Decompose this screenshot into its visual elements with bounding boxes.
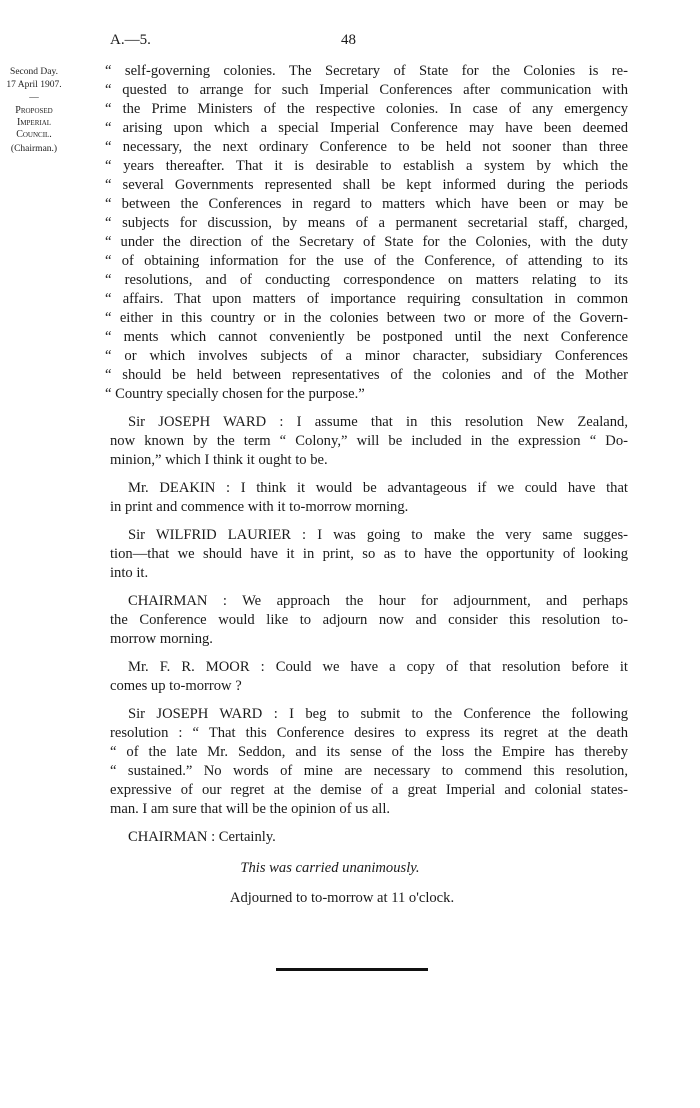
paragraph-line: into it. — [110, 565, 149, 581]
resolution-line: “ either in this country or in the colonies between two or more of the Govern- — [105, 310, 628, 326]
resolution-line: “ Country specially chosen for the purpose.” — [105, 386, 365, 402]
paragraph-ward-1 — [110, 413, 628, 470]
paragraph-line: minion,” which I think it ought to be. — [110, 452, 328, 468]
paragraph-line: morrow morning. — [110, 631, 213, 647]
quoted-resolution — [105, 62, 628, 404]
resolution-line: “ arising upon which a special Imperial Conference may have been deemed — [105, 120, 628, 136]
paragraph-moor — [110, 658, 628, 696]
margin-day: Second Day. — [10, 67, 58, 77]
paragraph-ward-2 — [110, 705, 628, 819]
paragraph-laurier — [110, 526, 628, 583]
margin-speaker: (Chairman.) — [10, 144, 58, 154]
resolution-line: “ under the direction of the Secretary of State for the Colonies, with the duty — [105, 234, 628, 250]
paragraph-deakin — [110, 479, 628, 517]
paragraph-line: resolution : “ That this Conference desires to express its regret at the death — [110, 725, 628, 741]
document-reference: A.—5. — [110, 32, 151, 48]
resolution-line: “ several Governments represented shall be kept informed during the periods — [105, 177, 628, 193]
paragraph-line: Mr. DEAKIN : I think it would be advantageous if we could have that — [128, 480, 628, 496]
resolution-line: “ years thereafter. That it is desirable to establish a system by which the — [105, 158, 628, 174]
resolution-line: “ resolutions, and of conducting correspondence on matters relating to its — [105, 272, 628, 288]
paragraph-line: Sir WILFRID LAURIER : I was going to make the very same sugges- — [128, 527, 628, 543]
paragraph-chairman-2 — [110, 828, 628, 847]
resolution-line: “ subjects for discussion, by means of a permanent secretarial staff, charged, — [105, 215, 628, 231]
margin-date: 17 April 1907. — [6, 80, 62, 90]
paragraph-line: comes up to-morrow ? — [110, 678, 242, 694]
carried-note: This was carried unanimously. — [240, 860, 420, 876]
resolution-line: “ self-governing colonies. The Secretary of State for the Colonies is re- — [105, 63, 628, 79]
paragraph-chairman-1 — [110, 592, 628, 649]
paragraph-line: Sir JOSEPH WARD : I assume that in this resolution New Zealand, — [128, 414, 628, 430]
page-number: 48 — [341, 32, 356, 48]
resolution-line: “ necessary, the next ordinary Conference to be held not sooner than three — [105, 139, 628, 155]
paragraph-line: Sir JOSEPH WARD : I beg to submit to the Conference the following — [128, 706, 628, 722]
resolution-line: “ or which involves subjects of a minor character, subsidiary Conferences — [105, 348, 628, 364]
resolution-line: “ of obtaining information for the use of the Conference, of attending to its — [105, 253, 628, 269]
paragraph-line: Mr. F. R. MOOR : Could we have a copy of that resolution before it — [128, 659, 628, 675]
paragraph-line: in print and commence with it to-morrow morning. — [110, 499, 409, 515]
paragraph-line: the Conference would like to adjourn now and consider this resolution to- — [110, 612, 628, 628]
resolution-line: “ quested to arrange for such Imperial Conferences after communication with — [105, 82, 628, 98]
adjourned-note: Adjourned to to-morrow at 11 o'clock. — [229, 890, 455, 906]
paragraph-line: tion—that we should have it in print, so as to have the opportunity of looking — [110, 546, 628, 562]
resolution-line: “ ments which cannot conveniently be postponed until the next Conference — [105, 329, 628, 345]
resolution-line: “ the Prime Ministers of the respective colonies. In case of any emergency — [105, 101, 628, 117]
paragraph-line: CHAIRMAN : Certainly. — [128, 829, 276, 845]
margin-dash: — — [29, 93, 39, 103]
resolution-line: “ between the Conferences in regard to matters which have been or may be — [105, 196, 628, 212]
margin-topic-3: Council. — [16, 129, 52, 140]
paragraph-line: “ of the late Mr. Seddon, and its sense of the loss the Empire has thereby — [110, 744, 628, 760]
body-text — [0, 62, 700, 971]
closing-rule — [276, 968, 428, 971]
resolution-line: “ should be held between representatives of the colonies and of the Mother — [105, 367, 628, 383]
resolution-line: “ affairs. That upon matters of importance requiring consultation in common — [105, 291, 628, 307]
paragraph-line: now known by the term “ Colony,” will be included in the expression “ Do- — [110, 433, 628, 449]
paragraph-line: CHAIRMAN : We approach the hour for adjournment, and perhaps — [128, 593, 628, 609]
margin-topic-2: Imperial — [16, 117, 52, 128]
margin-topic-1: Proposed — [15, 105, 53, 116]
paragraph-line: “ sustained.” No words of mine are necessary to commend this resolution, — [110, 763, 628, 779]
paragraph-line: man. I am sure that will be the opinion of us all. — [110, 801, 391, 817]
paragraph-line: expressive of our regret at the demise of a great Imperial and colonial states- — [110, 782, 628, 798]
